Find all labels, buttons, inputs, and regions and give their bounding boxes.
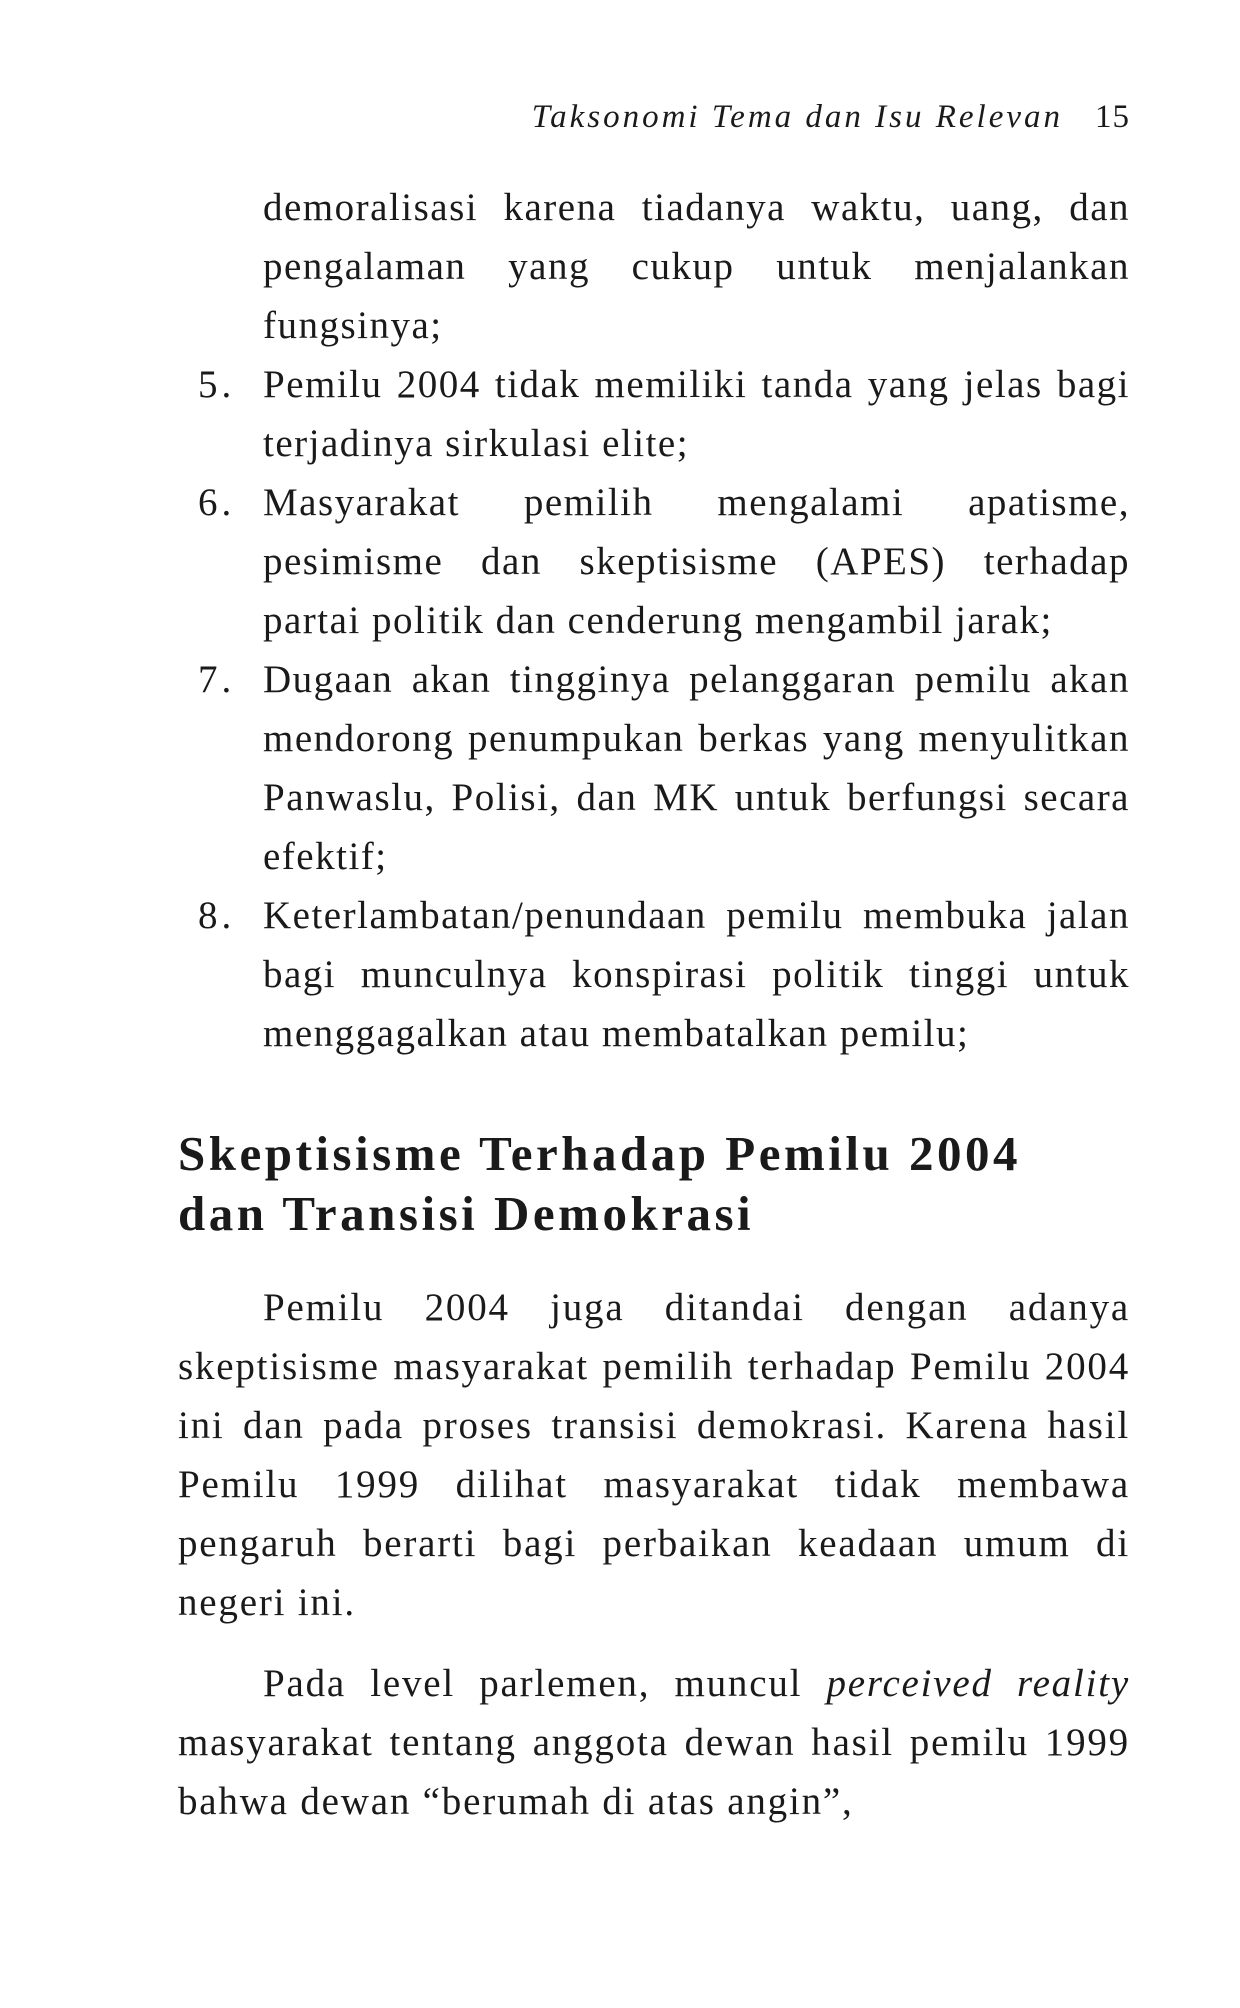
list-item-number: 7. (198, 658, 236, 701)
list-item-continuation (178, 178, 1130, 355)
paragraph-1: Pemilu 2004 juga ditandai dengan adanya skeptisisme masyarakat pemilih terhadap Pemilu 2004 ini dan pada proses transisi demokrasi. Karena hasil Pemilu 1999 dilihat masyarakat tidak membawa pengaruh berarti bagi perbaikan keadaan umum di negeri ini. (178, 1286, 1130, 1624)
paragraph-2 (178, 1654, 1130, 1831)
list-item (178, 355, 1130, 473)
list-item-text: demoralisasi karena tiadanya waktu, uang, dan pengalaman yang cukup untuk menjalankan fungsinya; (263, 186, 1130, 347)
list-item-text: Dugaan akan tingginya pelanggaran pemilu akan mendorong penumpukan berkas yang menyulitkan Panwaslu, Polisi, dan MK untuk berfungsi secara efektif; (263, 658, 1130, 878)
list-item (178, 473, 1130, 650)
list-item-text: Keterlambatan/penundaan pemilu membuka jalan bagi munculnya konspirasi politik tinggi untuk menggagalkan atau membatalkan pemilu; (263, 894, 1130, 1055)
paragraph-2-italic: perceived reality (826, 1662, 1130, 1705)
section-heading (178, 1124, 1130, 1244)
list-item-number: 8. (198, 894, 236, 937)
body-text (178, 178, 1130, 1831)
running-title: Taksonomi Tema dan Isu Relevan (531, 99, 1063, 135)
list-item-text: Masyarakat pemilih mengalami apatisme, pesimisme dan skeptisisme (APES) terhadap partai politik dan cenderung mengambil jarak; (263, 481, 1130, 642)
list-item-text: Pemilu 2004 tidak memiliki tanda yang jelas bagi terjadinya sirkulasi elite; (263, 363, 1130, 465)
section-heading-line2: dan Transisi Demokrasi (178, 1186, 755, 1241)
paragraph-2-end: masyarakat tentang anggota dewan hasil pemilu 1999 bahwa dewan “berumah di atas angin”, (178, 1721, 1130, 1823)
list-item-number: 5. (198, 363, 236, 406)
paragraph-2-start: Pada level parlemen, muncul (263, 1662, 827, 1705)
list-item (178, 886, 1130, 1063)
list-item-number: 6. (198, 481, 236, 524)
list-item (178, 650, 1130, 886)
page-number: 15 (1095, 99, 1130, 135)
running-header (532, 97, 1130, 137)
section-heading-line1: Skeptisisme Terhadap Pemilu 2004 (178, 1126, 1022, 1181)
numbered-list (178, 178, 1130, 1063)
